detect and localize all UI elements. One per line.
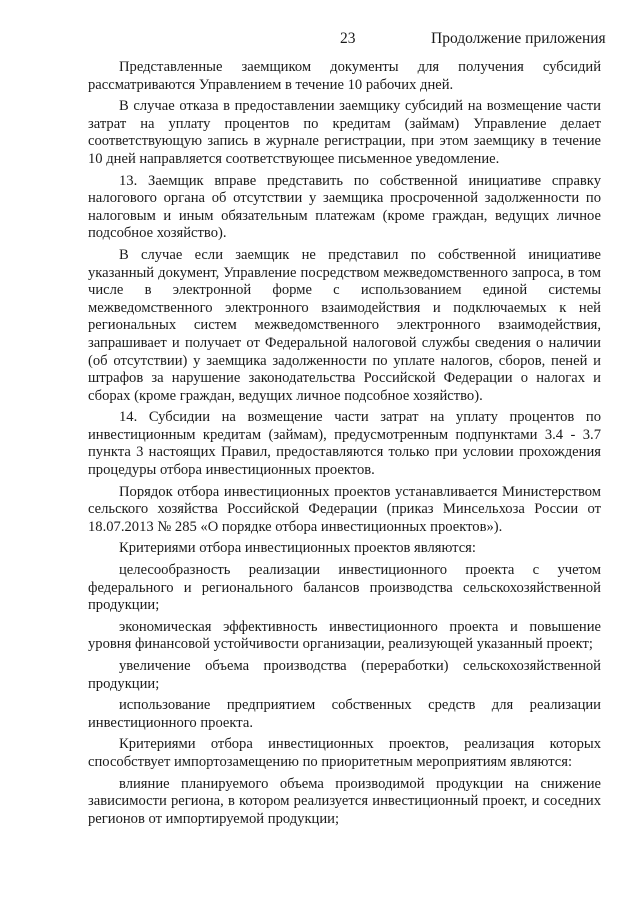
paragraph: экономическая эффективность инвестиционного проекта и повышение уровня финансовой устойчивости организации, реализующей указанный проект; [88,618,601,653]
header-title: Продолжение приложения [431,30,606,47]
page-number: 23 [340,30,356,47]
paragraph: увеличение объема производства (переработки) сельскохозяйственной продукции; [88,658,601,692]
paragraph: В случае отказа в предоставлении заемщику субсидий на возмещение части затрат на уплату процентов по кредитам (займам) Управление делает соответствующую запись в журнале регистрации, при этом заемщику в течение 10 дней направляется соответствующее письменное уведомление. [88,98,601,167]
page-header [0,30,640,52]
paragraph: В случае если заемщик не представил по собственной инициативе указанный документ, Управление посредством межведомственного запроса, в том числе в электронной форме с использованием единой системы межведомственного электронного взаимодействия и подключаемых к ней региональных систем межведомственного электронного взаимодействия, запрашивает и получает от Федеральной налоговой службы сведения о наличии (об отсутствии) у заемщика задолженности по уплате налогов, сборов, пеней и штрафов за нарушение законодательства Российской Федерации о налогах и сборах (кроме граждан, ведущих личное подсобное хозяйство). [88,246,601,404]
paragraph: Критериями отбора инвестиционных проектов, реализация которых способствует импортозамещению по приоритетным мероприятиям являются: [88,736,601,770]
paragraph: 13. Заемщик вправе представить по собственной инициативе справку налогового органа об отсутствии у заемщика просроченной задолженности по налоговым и иным обязательным платежам (кроме граждан, ведущих личное подсобное хозяйство). [88,172,601,242]
paragraph: 14. Субсидии на возмещение части затрат на уплату процентов по инвестиционным кредитам (займам), предусмотренным подпунктами 3.4 - 3.7 пункта 3 настоящих Правил, предоставляются только при условии прохождения процедуры отбора инвестиционных проектов. [88,409,601,479]
paragraph: Порядок отбора инвестиционных проектов устанавливается Министерством сельского хозяйства Российской Федерации (приказ Минсельхоза России от 18.07.2013 № 285 «О порядке отбора инвестиционных проектов»). [88,483,601,535]
paragraph: Представленные заемщиком документы для получения субсидий рассматриваются Управлением в течение 10 рабочих дней. [88,59,601,93]
document-body [88,59,601,832]
paragraph: Критериями отбора инвестиционных проектов являются: [119,540,476,557]
paragraph: целесообразность реализации инвестиционного проекта с учетом федерального и регионального балансов производства сельскохозяйственной продукции; [88,562,601,614]
paragraph: использование предприятием собственных средств для реализации инвестиционного проекта. [88,697,601,731]
paragraph: влияние планируемого объема производимой продукции на снижение зависимости региона, в котором реализуется инвестиционный проект, и соседних регионов от импортируемой продукции; [88,775,601,827]
